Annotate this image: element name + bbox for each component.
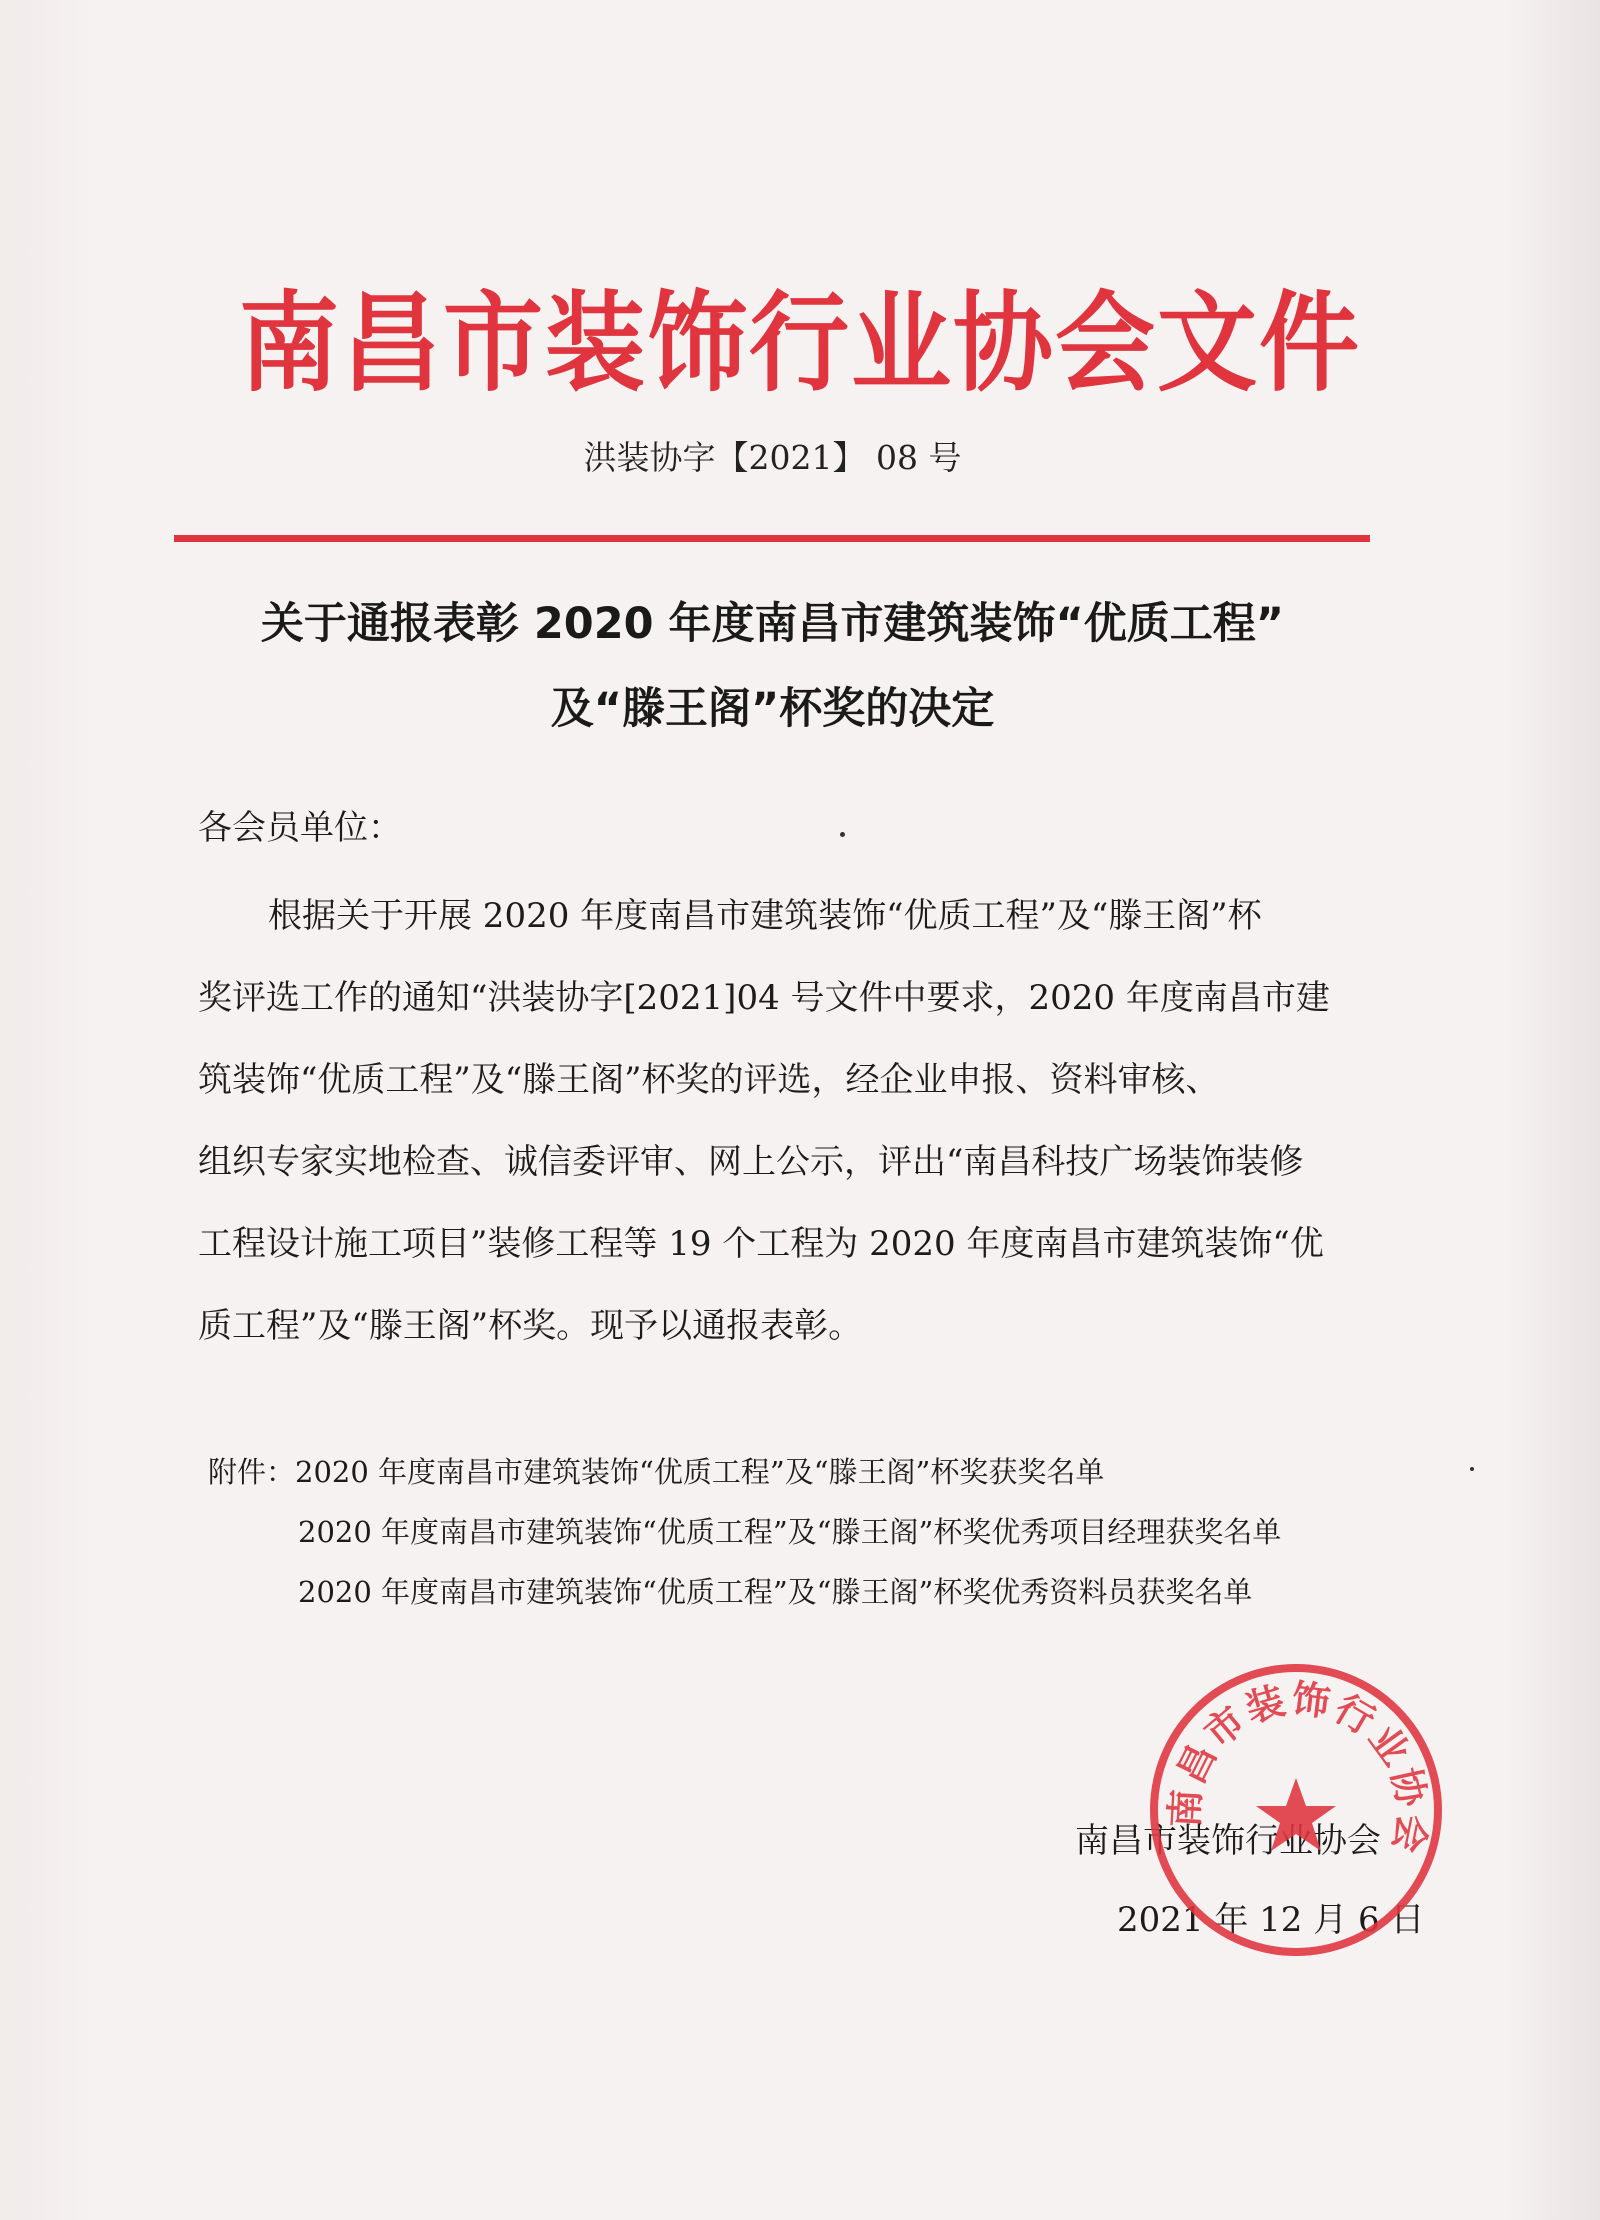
body-line: 奖评选工作的通知“洪装协字[2021]04 号文件中要求，2020 年度南昌市建: [198, 978, 1330, 1018]
document-header-title: 南昌市装饰行业协会文件: [239, 280, 1361, 407]
attachment-item-text: 2020 年度南昌市建筑装饰“优质工程”及“滕王阁”杯奖获奖名单: [295, 1455, 1105, 1489]
subject-title-line-1: 关于通报表彰 2020 年度南昌市建筑装饰“优质工程”: [260, 599, 1285, 649]
salutation: 各会员单位：: [198, 808, 402, 848]
body-line: 筑装饰“优质工程”及“滕王阁”杯奖的评选，经企业申报、资料审核、: [198, 1060, 1220, 1100]
red-divider-line: [174, 535, 1370, 542]
attachment-item: 2020 年度南昌市建筑装饰“优质工程”及“滕王阁”杯奖优秀资料员获奖名单: [298, 1575, 1253, 1609]
signature-organization: 南昌市装饰行业协会: [1075, 1821, 1381, 1861]
signature-date: 2021 年 12 月 6 日: [1117, 1900, 1425, 1940]
attachments-label: 附件：: [208, 1455, 296, 1489]
scan-speck: [840, 832, 845, 837]
body-line: 质工程”及“滕王阁”杯奖。现予以通报表彰。: [198, 1306, 863, 1346]
seal-text: 南昌市装饰行业协会: [1162, 1676, 1435, 1860]
body-line: 工程设计施工项目”装修工程等 19 个工程为 2020 年度南昌市建筑装饰“优: [198, 1224, 1324, 1264]
attachment-item: [208, 1442, 1281, 1502]
attachments-list: [208, 1442, 1281, 1622]
attachment-item: 2020 年度南昌市建筑装饰“优质工程”及“滕王阁”杯奖优秀项目经理获奖名单: [298, 1515, 1282, 1549]
body-line: 组织专家实地检查、诚信委评审、网上公示，评出“南昌科技广场装饰装修: [198, 1142, 1304, 1182]
document-number: 洪装协字【2021】 08 号: [583, 438, 962, 477]
subject-title-line-2: 及“滕王阁”杯奖的决定: [550, 684, 995, 734]
scan-speck: [1470, 1467, 1474, 1471]
body-paragraph: [198, 875, 1402, 1367]
official-seal-stamp-icon: [1146, 1660, 1446, 1960]
body-line: 根据关于开展 2020 年度南昌市建筑装饰“优质工程”及“滕王阁”杯: [268, 896, 1262, 936]
